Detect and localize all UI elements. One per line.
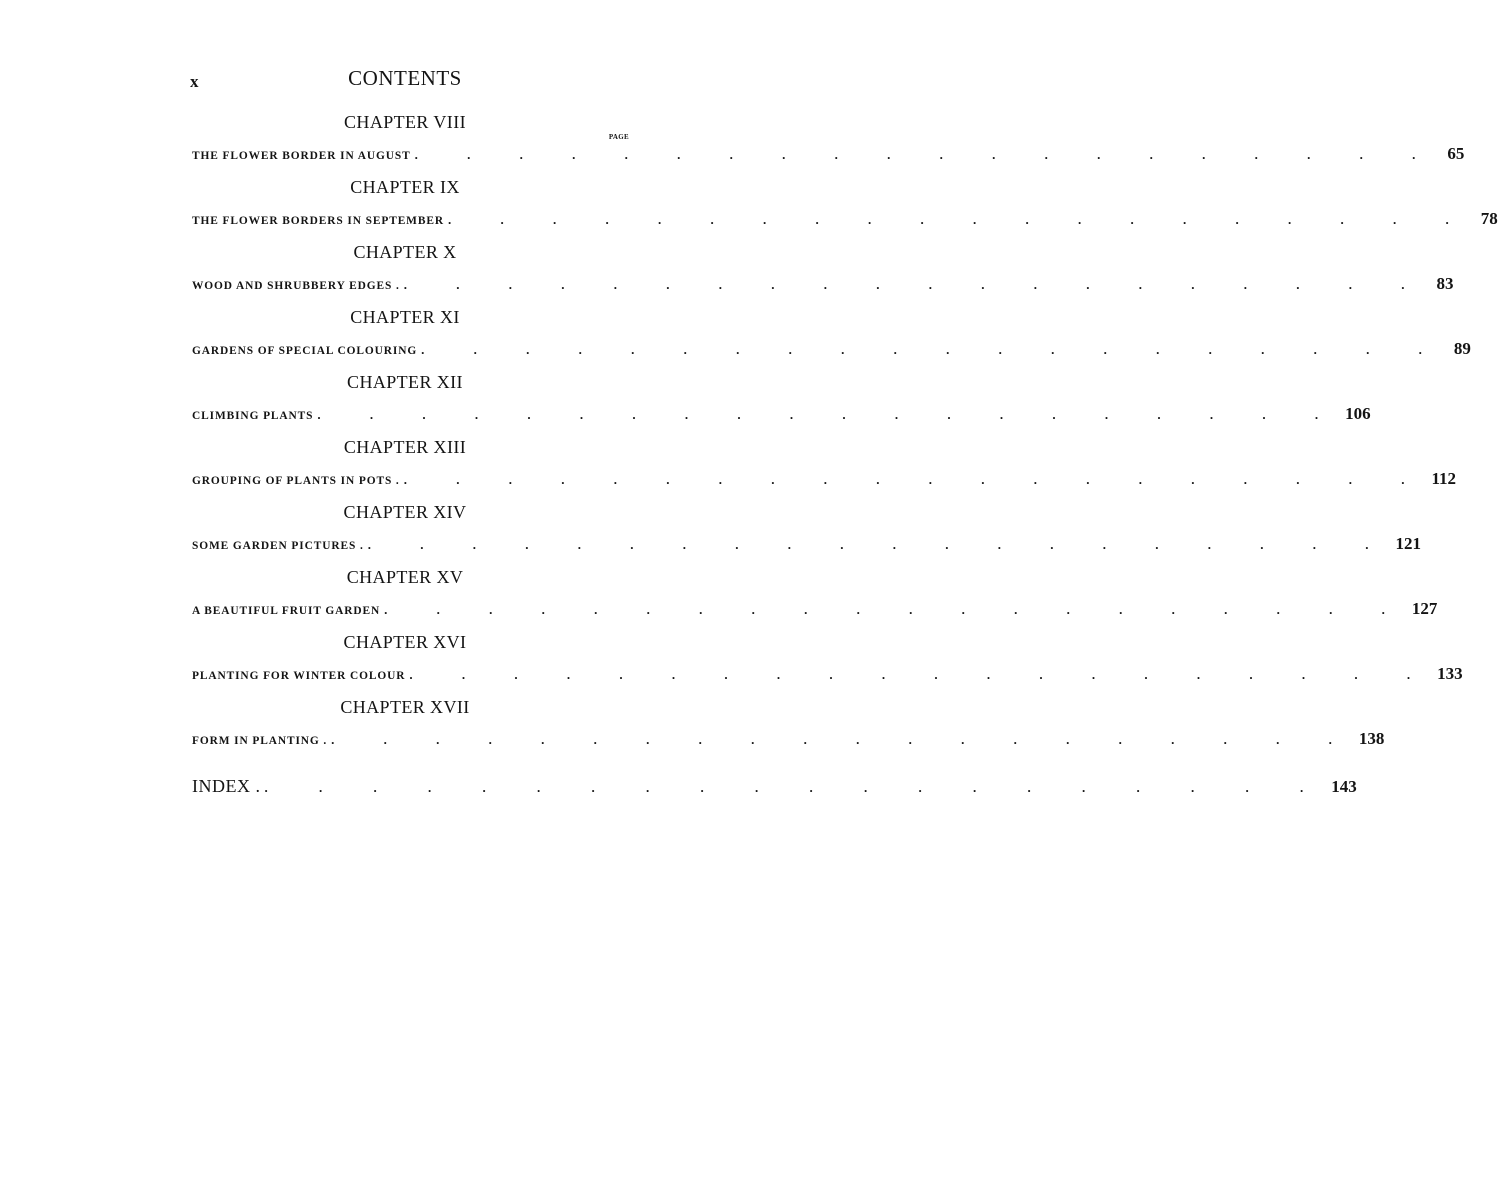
chapter-heading: CHAPTER XVII [340,697,470,717]
chapter-heading: CHAPTER IX [350,177,460,197]
dot-leader: . . . . . . . . . . . . . . . . . . . . [403,472,1428,487]
entry-page-number: 106 [1345,404,1371,423]
index-page-number: 143 [1331,777,1357,796]
toc-entry [192,209,1498,229]
dot-leader: . . . . . . . . . . . . . . . . . . . . [331,732,1355,747]
toc-entry [192,534,1421,554]
chapter-block [190,372,1371,437]
entry-title: A BEAUTIFUL FRUIT GARDEN [192,605,381,617]
toc-entry [192,599,1438,619]
entry-title: GARDENS OF SPECIAL COLOURING [192,345,418,357]
entry-page-number: 112 [1431,469,1456,488]
chapter-block [190,177,1498,242]
chapter-heading: CHAPTER XVI [343,632,467,652]
chapter-heading: CHAPTER XIV [343,502,467,522]
entry-title: FORM IN PLANTING . [192,735,328,747]
chapter-heading: CHAPTER VIII [344,112,466,132]
entry-title: PLANTING FOR WINTER COLOUR [192,670,406,682]
dot-leader: . . . . . . . . . . . . . . . . . . . . [264,780,1328,795]
index-label: INDEX . [192,776,261,796]
entry-title: THE FLOWER BORDER IN AUGUST [192,150,411,162]
toc-entry [192,404,1371,424]
dot-leader: . . . . . . . . . . . . . . . . . . . . [384,602,1408,617]
entry-page-number: 89 [1453,339,1471,358]
chapter-heading: CHAPTER XII [347,372,463,392]
entry-page-number: 127 [1411,599,1438,618]
chapter-block [190,437,1456,502]
chapter-block [190,502,1421,567]
chapter-block [190,307,1471,372]
dot-leader: . . . . . . . . . . . . . . . . . . . . [403,277,1428,292]
toc-entry [192,274,1454,294]
entry-page-number: 121 [1395,534,1421,553]
dot-leader: . . . . . . . . . . . . . . . . . . . . [447,212,1472,227]
entry-title: CLIMBING PLANTS [192,410,314,422]
running-head [190,66,630,96]
toc-entry [192,144,1465,164]
chapter-block [190,632,1463,697]
chapter-block [190,697,1385,762]
page-number: x [190,72,199,91]
entry-title: GROUPING OF PLANTS IN POTS . [192,475,400,487]
dot-leader: . . . . . . . . . . . . . . . . . . . . [367,537,1392,552]
chapter-heading: CHAPTER XV [346,567,464,587]
dot-leader: . . . . . . . . . . . . . . . . . . . . [317,407,1342,422]
chapter-block [190,567,1438,632]
toc-entry [192,339,1471,359]
page-title: CONTENTS [348,66,462,90]
entry-page-number: 78 [1480,209,1498,228]
dot-leader: . . . . . . . . . . . . . . . . . . . . [421,342,1445,357]
entry-title: THE FLOWER BORDERS IN SEPTEMBER [192,215,444,227]
chapter-heading: CHAPTER XIII [343,437,467,457]
entry-page-number: 83 [1436,274,1454,293]
page-column-label: PAGE [608,133,629,141]
toc-entry [192,729,1385,749]
chapter-heading: CHAPTER XI [350,307,460,327]
chapter-block [190,112,1465,177]
toc-entry [192,469,1456,489]
table-of-contents [190,112,1498,762]
chapter-block [190,242,1454,307]
toc-entry [192,664,1463,684]
entry-title: SOME GARDEN PICTURES . [192,540,364,552]
entry-page-number: 133 [1437,664,1463,683]
entry-page-number: 65 [1447,144,1465,163]
index-entry [192,776,1357,802]
dot-leader: . . . . . . . . . . . . . . . . . . . . [414,147,1439,162]
entry-title: WOOD AND SHRUBBERY EDGES . [192,280,400,292]
entry-page-number: 138 [1358,729,1385,748]
chapter-heading: CHAPTER X [353,242,457,262]
dot-leader: . . . . . . . . . . . . . . . . . . . . [409,667,1434,682]
